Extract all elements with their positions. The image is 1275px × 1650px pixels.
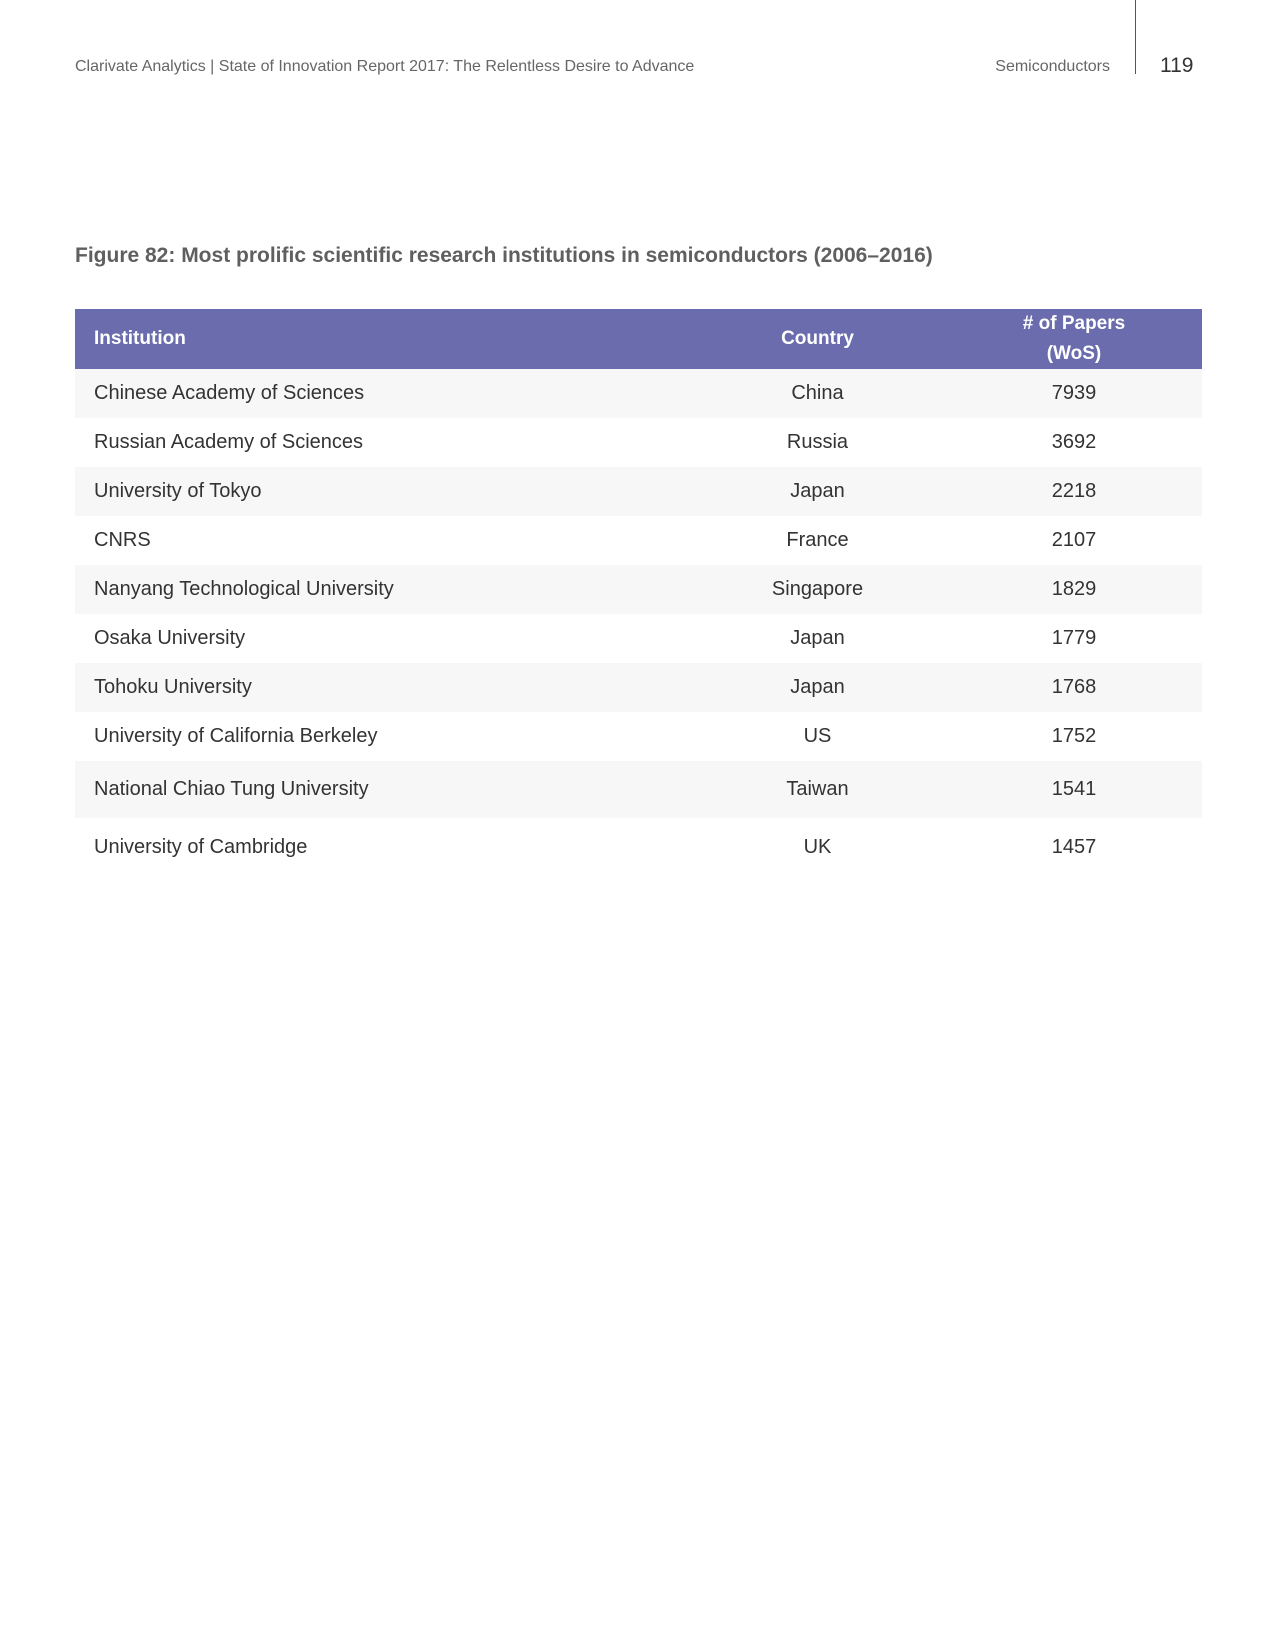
papers-cell: 3692 bbox=[1051, 431, 1097, 453]
table-row bbox=[75, 467, 1202, 516]
column-header-papers-line1: # of Papers bbox=[1022, 313, 1126, 334]
table-row bbox=[75, 516, 1202, 565]
papers-cell: 2107 bbox=[1051, 529, 1097, 551]
country-cell: Russia bbox=[786, 431, 849, 453]
table-header-row bbox=[75, 309, 1202, 369]
country-cell: China bbox=[791, 382, 844, 404]
column-header-papers-line2: (WoS) bbox=[1046, 343, 1102, 364]
column-header-country: Country bbox=[781, 328, 854, 349]
papers-cell: 7939 bbox=[1051, 382, 1097, 404]
figure-title: Figure 82: Most prolific scientific research institutions in semiconductors (2006–2016) bbox=[75, 244, 933, 267]
table-row bbox=[75, 663, 1202, 712]
institution-cell: Chinese Academy of Sciences bbox=[94, 382, 365, 404]
institution-cell: Tohoku University bbox=[94, 676, 252, 698]
country-cell: Singapore bbox=[771, 578, 864, 600]
table-row bbox=[75, 565, 1202, 614]
column-header-institution: Institution bbox=[94, 328, 186, 349]
table-row bbox=[75, 712, 1202, 761]
papers-cell: 1779 bbox=[1051, 627, 1097, 649]
country-cell: France bbox=[786, 529, 849, 551]
table-row bbox=[75, 369, 1202, 418]
country-cell: Japan bbox=[790, 627, 845, 649]
institution-cell: Nanyang Technological University bbox=[94, 578, 394, 600]
institution-cell: University of Tokyo bbox=[94, 480, 262, 502]
papers-cell: 1768 bbox=[1051, 676, 1097, 698]
country-cell: Taiwan bbox=[786, 778, 849, 800]
institutions-table bbox=[75, 309, 1202, 876]
country-cell: Japan bbox=[790, 676, 845, 698]
papers-cell: 2218 bbox=[1051, 480, 1097, 502]
report-title: Clarivate Analytics | State of Innovation Report 2017: The Relentless Desire to Advance bbox=[75, 58, 695, 75]
table-row bbox=[75, 614, 1202, 663]
papers-cell: 1457 bbox=[1051, 835, 1097, 858]
table-row bbox=[75, 818, 1202, 876]
table-row bbox=[75, 761, 1202, 818]
country-cell: UK bbox=[803, 835, 832, 858]
papers-cell: 1541 bbox=[1051, 778, 1097, 800]
country-cell: Japan bbox=[790, 480, 845, 502]
country-cell: US bbox=[803, 725, 832, 747]
institution-cell: National Chiao Tung University bbox=[94, 778, 369, 800]
page-number: 119 bbox=[1160, 54, 1194, 77]
section-name: Semiconductors bbox=[995, 58, 1110, 75]
column-header-papers bbox=[946, 309, 1202, 369]
institution-cell: CNRS bbox=[94, 529, 151, 551]
table-row bbox=[75, 418, 1202, 467]
institution-cell: Russian Academy of Sciences bbox=[94, 431, 364, 453]
papers-cell: 1829 bbox=[1051, 578, 1097, 600]
institution-cell: University of Cambridge bbox=[94, 835, 308, 858]
papers-cell: 1752 bbox=[1051, 725, 1097, 747]
institution-cell: University of California Berkeley bbox=[94, 725, 378, 747]
header-divider bbox=[1135, 0, 1136, 74]
institution-cell: Osaka University bbox=[94, 627, 246, 649]
